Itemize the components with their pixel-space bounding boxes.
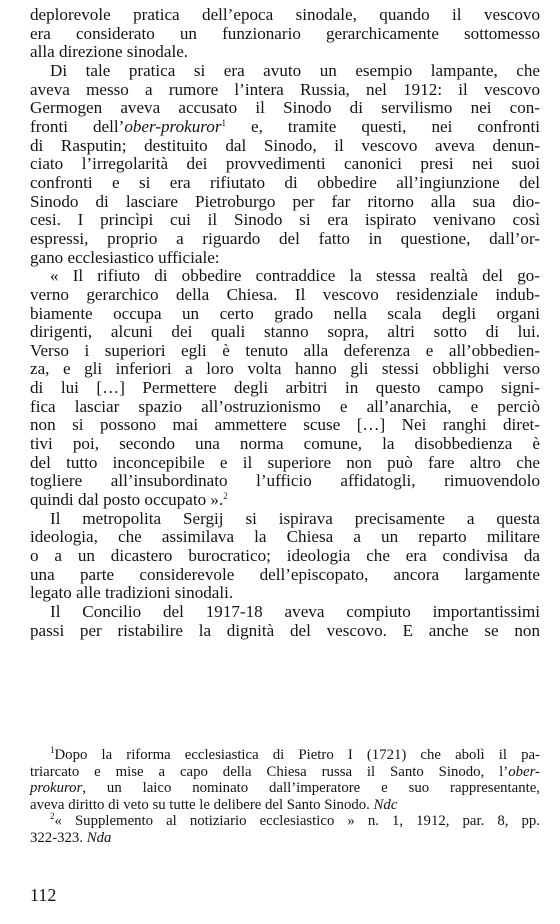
footnote-mark: 1 — [50, 745, 55, 755]
text-line: Sinodo di lasciare Pietroburgo per far ritorno alla sua dio- — [30, 191, 540, 211]
text-line: alla direzione sinodale. — [30, 42, 189, 62]
text-line: gano ecclesiastico ufficiale: — [30, 247, 220, 267]
footnote-text: , un laico nominato dall’imperatore e suo rappresentante, — [82, 780, 540, 797]
quote-line: fica lasciar spazio all’ostruzionismo e all’anarchia, e perciò — [30, 396, 540, 416]
quote-line: del tutto inconcepibile e il superiore non può fare altro che — [30, 452, 540, 472]
text-line: Il metropolita Sergij si ispirava precisamente a questa — [50, 508, 540, 528]
text-line: legato alle tradizioni sinodali. — [30, 583, 234, 603]
quote-line: biamente occupa un certo grado nella scala degli organi — [30, 303, 540, 323]
footnotes — [30, 747, 540, 847]
quote-line: « Il rifiuto di obbedire contraddice la stessa realtà del go- — [50, 266, 540, 286]
text-line — [30, 118, 540, 137]
page-number: 112 — [30, 885, 57, 905]
quote-line — [30, 491, 540, 510]
line-suffix: e, tramite questi, nei confronti — [251, 116, 541, 136]
text-line: Di tale pratica si era avuto un esempio lampante, che — [50, 60, 540, 80]
text-line: confronti e si era rifiutato di obbedire all’ingiunzione del — [30, 172, 540, 192]
quote-end: quindi dal posto occupato ». — [30, 490, 224, 510]
footnote-ref: 2 — [223, 491, 228, 502]
quote-line: Verso i superiori egli è tenuto alla deferenza e all’obbedien- — [30, 340, 540, 360]
main-text — [30, 6, 540, 640]
footnote-text: triarcato e mise a capo della Chiesa russa il Santo Sinodo, l’ — [30, 763, 509, 780]
text-line: era considerato un funzionario gerarchicamente sottomesso — [30, 23, 540, 43]
text-line: Il Concilio del 1917-18 aveva compiuto importantissimi — [50, 602, 540, 621]
editor-note-tag: Ndc — [373, 796, 398, 813]
quote-line: non si possono mai ammettere scuse […] Nei ranghi diret- — [30, 415, 540, 435]
italic-term: ober-prokuror — [124, 116, 222, 136]
quote-line: di lui […] Permettere degli arbitri in questo campo signi- — [30, 378, 540, 398]
text-line: ideologia, che assimilava la Chiesa a un reparto militare — [30, 527, 540, 547]
text-line: una parte considerevole dell’episcopato, ancora largamente — [30, 564, 540, 584]
author-note-tag: Nda — [86, 829, 112, 846]
italic-term: prokuror — [30, 780, 83, 797]
footnote-line — [30, 830, 540, 847]
text-line: espressi, proprio a riguardo del fatto in questione, dall’or- — [30, 228, 540, 248]
text-line: di Rasputin; destituito dal Sinodo, il vescovo aveva denun- — [30, 135, 540, 155]
footnote-text: aveva diritto di veto su tutte le delibere del Santo Sinodo. — [30, 796, 374, 813]
footnote-line — [30, 797, 540, 814]
footnote-line — [30, 764, 540, 781]
footnote-line — [30, 813, 540, 830]
italic-term: ober- — [508, 763, 540, 780]
quote-line: za, e gli inferiori a loro volta hanno gli stessi obblighi verso — [30, 359, 540, 379]
text-line: cesi. I princìpi cui il Sinodo si era ispirato venivano così — [30, 210, 540, 230]
quote-line: dirigenti, alcuni dei quali stanno sopra, altri sotto di lui. — [30, 322, 540, 342]
footnote-text: « Supplemento al notiziario ecclesiastico » n. 1, 1912, par. 8, pp. — [54, 813, 540, 830]
text-line: deplorevole pratica dell’epoca sinodale, quando il vescovo — [30, 5, 540, 24]
text-line: o a un dicastero burocratico; ideologia che era condivisa da — [30, 546, 540, 566]
text-line: passi per ristabilire la dignità del vescovo. E anche se non — [30, 620, 540, 640]
line-prefix: fronti dell’ — [30, 116, 125, 136]
text-line: Germogen aveva accusato il Sinodo di servilismo nei con- — [30, 98, 540, 118]
footnote-ref: 1 — [221, 117, 226, 128]
quote-line: verno gerarchico della Chiesa. Il vescovo residenziale indub- — [30, 284, 540, 304]
text-line: ciato l’irregolarità dei provvedimenti canonici presi nei suoi — [30, 154, 540, 174]
text-line: aveva messo a rumore l’intera Russia, nel 1912: il vescovo — [30, 79, 540, 99]
footnote-line — [30, 780, 540, 797]
quote-line: tivi poi, secondo una norma comune, la disobbedienza è — [30, 434, 540, 454]
footnote-mark: 2 — [50, 811, 55, 822]
footnote-text: Dopo la riforma ecclesiastica di Pietro I (1721) che abolì il pa- — [54, 747, 540, 763]
footnote-text: 322-323. — [30, 829, 87, 846]
footnote-line — [30, 747, 540, 764]
quote-line: togliere all’insubordinato l’ufficio affidatogli, rimuovendolo — [30, 471, 540, 491]
